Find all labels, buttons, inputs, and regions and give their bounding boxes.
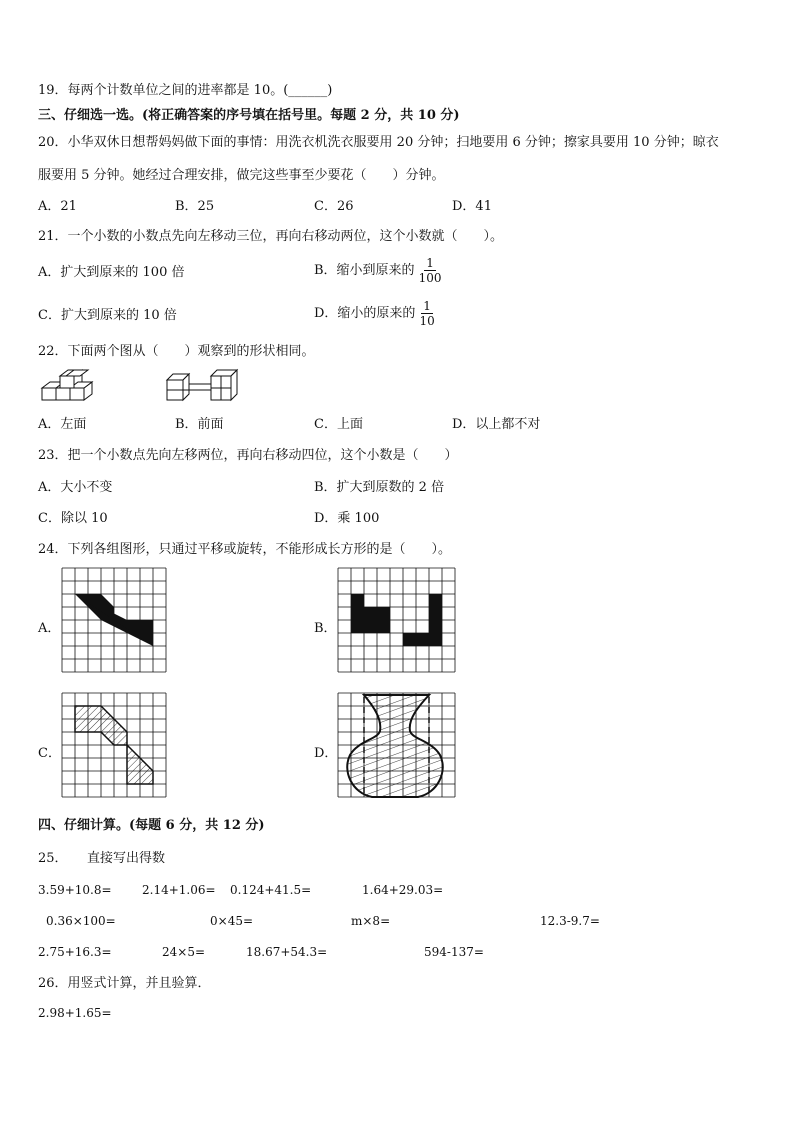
question-23-stem: 23．把一个小数点先向左移两位，再向右移动四位，这个小数是（ ） bbox=[38, 448, 458, 463]
section-3-title: 三、仔细选一选。(将正确答案的序号填在括号里。每题 2 分，共 10 分) bbox=[38, 108, 460, 123]
question-24-stem: 24．下列各组图形，只通过平移或旋转，不能形成长方形的是（ ）。 bbox=[38, 542, 452, 557]
q20-option-c: C．26 bbox=[314, 199, 354, 214]
cube-figure-2 bbox=[163, 368, 243, 406]
fraction-1-100 bbox=[417, 256, 444, 285]
grid-figure-c bbox=[62, 693, 168, 809]
q23-option-a: A．大小不变 bbox=[38, 480, 113, 495]
calc-item: 24×5= bbox=[162, 945, 206, 959]
calc-item: 1.64+29.03= bbox=[362, 883, 444, 897]
q22-option-b: B．前面 bbox=[175, 417, 224, 432]
question-26-stem: 26．用竖式计算，并且验算． bbox=[38, 976, 211, 991]
q21-option-c: C．扩大到原来的 10 倍 bbox=[38, 308, 177, 323]
fraction-1-10 bbox=[417, 299, 436, 328]
q23-option-b: B．扩大到原数的 2 倍 bbox=[314, 480, 445, 495]
q22-option-c: C．上面 bbox=[314, 417, 363, 432]
calc-item: 0.124+41.5= bbox=[230, 883, 312, 897]
q24-label-c: C． bbox=[38, 746, 61, 761]
calc-item: 3.59+10.8= bbox=[38, 883, 112, 897]
q24-label-d: D． bbox=[314, 746, 338, 761]
fraction-numerator: 1 bbox=[423, 299, 431, 313]
fraction-numerator: 1 bbox=[426, 256, 434, 270]
calc-item: 0×45= bbox=[210, 914, 254, 928]
q21-option-b bbox=[314, 256, 443, 285]
q20-option-b: B．25 bbox=[175, 199, 215, 214]
q23-option-d: D．乘 100 bbox=[314, 511, 380, 526]
calc-item: 18.67+54.3= bbox=[246, 945, 328, 959]
calc-item: 594-137= bbox=[424, 945, 484, 959]
q23-option-c: C．除以 10 bbox=[38, 511, 108, 526]
q24-label-b: B． bbox=[314, 621, 337, 636]
cube-figure-1 bbox=[38, 368, 108, 406]
fraction-denominator: 100 bbox=[418, 271, 442, 285]
calc-item: 2.75+16.3= bbox=[38, 945, 112, 959]
question-20-line2: 服要用 5 分钟。她经过合理安排，做完这些事至少要花（ ）分钟。 bbox=[38, 168, 445, 183]
calc-item: m×8= bbox=[351, 914, 391, 928]
grid-figure-b bbox=[338, 568, 458, 680]
q20-option-a: A．21 bbox=[38, 199, 77, 214]
section-4-title: 四、仔细计算。(每题 6 分，共 12 分) bbox=[38, 818, 265, 833]
calc-item: 12.3-9.7= bbox=[540, 914, 600, 928]
grid-figure-a bbox=[62, 568, 168, 680]
q22-option-a: A．左面 bbox=[38, 417, 87, 432]
fraction-denominator: 10 bbox=[419, 314, 435, 328]
q20-option-d: D．41 bbox=[452, 199, 492, 214]
question-20-line1: 20．小华双休日想帮妈妈做下面的事情：用洗衣机洗衣服要用 20 分钟；扫地要用 6 分钟；擦家具要用 10 分钟；晾衣 bbox=[38, 135, 719, 150]
calc-item: 2.14+1.06= bbox=[142, 883, 216, 897]
q24-label-a: A． bbox=[38, 621, 61, 636]
calc-item: 0.36×100= bbox=[46, 914, 116, 928]
q21-option-a: A．扩大到原来的 100 倍 bbox=[38, 265, 185, 280]
q22-option-d: D．以上都不对 bbox=[452, 417, 541, 432]
q21-option-b-label: B．缩小到原来的 bbox=[314, 263, 415, 278]
question-19: 19．每两个计数单位之间的进率都是 10。(______) bbox=[38, 83, 333, 98]
question-21-stem: 21．一个小数的小数点先向左移动三位，再向右移动两位，这个小数就（ ）。 bbox=[38, 229, 504, 244]
vertical-calc-expression: 2.98+1.65= bbox=[38, 1006, 112, 1020]
q21-option-d bbox=[314, 299, 437, 328]
question-25-stem: 25． 直接写出得数 bbox=[38, 851, 166, 866]
grid-figure-d bbox=[338, 693, 458, 809]
q21-option-d-label: D．缩小的原来的 bbox=[314, 306, 416, 321]
question-22-stem: 22．下面两个图从（ ）观察到的形状相同。 bbox=[38, 344, 315, 359]
